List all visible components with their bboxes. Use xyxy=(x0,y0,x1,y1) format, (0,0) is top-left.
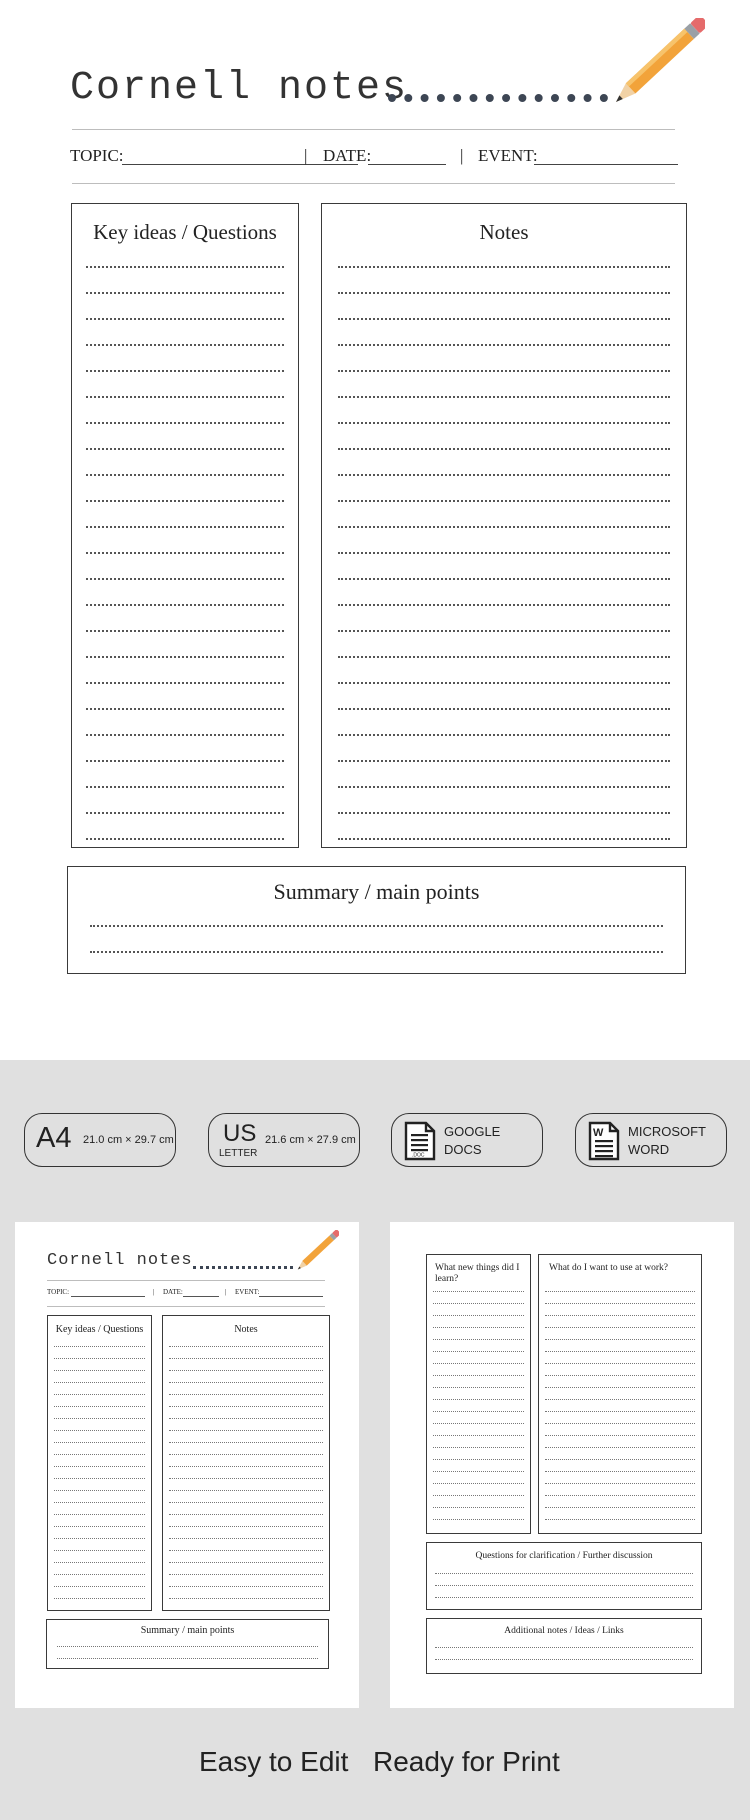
preview-q4-heading: Additional notes / Ideas / Links xyxy=(504,1626,624,1636)
preview-rule xyxy=(47,1280,325,1281)
notes-box xyxy=(321,203,687,848)
word-file-icon xyxy=(587,1121,621,1161)
separator: | xyxy=(460,146,464,165)
preview-key-ideas-heading: Key ideas / Questions xyxy=(55,1324,144,1335)
summary-box xyxy=(67,866,686,974)
date-field[interactable] xyxy=(368,164,446,165)
preview-notes-box xyxy=(162,1315,330,1611)
pencil-icon xyxy=(610,18,705,106)
badge-a4-size: 21.0 cm × 29.7 cm xyxy=(83,1134,174,1146)
badge-gdocs-line2: DOCS xyxy=(444,1142,482,1157)
preview-separator: | xyxy=(225,1288,227,1296)
topic-label: TOPIC: xyxy=(70,146,124,165)
preview-date: DATE: xyxy=(163,1288,183,1296)
key-ideas-box xyxy=(71,203,299,848)
footer-easy-to-edit: Easy to Edit xyxy=(199,1746,349,1777)
badge-a4-big: A4 xyxy=(36,1122,72,1154)
badge-us-letter xyxy=(208,1113,360,1167)
date-label: DATE: xyxy=(323,146,372,165)
preview-q2-heading: What do I want to use at work? xyxy=(549,1263,668,1273)
preview-separator: | xyxy=(153,1288,155,1296)
preview-q1-box xyxy=(426,1254,531,1534)
badge-a4 xyxy=(24,1113,176,1167)
badge-word-line2: WORD xyxy=(628,1142,670,1157)
header-fields xyxy=(70,146,680,170)
sheet-title: Cornell notes xyxy=(70,66,409,111)
preview-title-dots xyxy=(193,1266,293,1269)
summary-heading: Summary / main points xyxy=(273,879,480,904)
preview-q3-heading: Questions for clarification / Further discussion xyxy=(475,1551,653,1561)
preview-key-ideas-box xyxy=(47,1315,152,1611)
header-rule-top xyxy=(72,129,675,130)
preview-summary-heading: Summary / main points xyxy=(140,1625,235,1636)
preview-topic-line xyxy=(71,1296,145,1297)
preview-notes-heading: Notes xyxy=(234,1324,258,1335)
badge-us-small: LETTER xyxy=(219,1148,258,1159)
preview-date-line xyxy=(183,1296,219,1297)
preview-event-line xyxy=(259,1296,323,1297)
footer-ready-for-print: Ready for Print xyxy=(373,1746,560,1777)
preview-rule xyxy=(47,1306,325,1307)
badge-google-docs xyxy=(391,1113,543,1167)
header-rule-bottom xyxy=(72,183,675,184)
badge-word-line1: MICROSOFT xyxy=(628,1124,706,1139)
preview-page-cornell xyxy=(15,1222,359,1708)
event-field[interactable] xyxy=(534,164,678,165)
preview-page-questions xyxy=(390,1222,734,1708)
preview-q1-heading: What new things did I learn? xyxy=(435,1263,520,1284)
preview-event: EVENT: xyxy=(235,1288,260,1296)
event-label: EVENT: xyxy=(478,146,538,165)
svg-text:.DOC: .DOC xyxy=(412,1152,425,1159)
badge-us-big: US xyxy=(223,1120,257,1147)
preview-topic: TOPIC: xyxy=(47,1288,70,1296)
badge-us-size: 21.6 cm × 27.9 cm xyxy=(265,1134,356,1146)
doc-file-icon xyxy=(403,1121,437,1161)
preview-q3-box xyxy=(426,1542,702,1610)
notes-heading: Notes xyxy=(479,220,529,244)
preview-summary-box xyxy=(46,1619,329,1669)
preview-q4-box xyxy=(426,1618,702,1674)
key-ideas-heading: Key ideas / Questions xyxy=(93,220,277,244)
badge-ms-word xyxy=(575,1113,727,1167)
badge-gdocs-line1: GOOGLE xyxy=(444,1124,501,1139)
svg-text:W: W xyxy=(593,1127,604,1139)
separator: | xyxy=(304,146,308,165)
title-dots xyxy=(388,94,608,112)
pencil-icon xyxy=(295,1230,339,1272)
preview-title: Cornell notes xyxy=(47,1251,193,1270)
preview-q2-box xyxy=(538,1254,702,1534)
